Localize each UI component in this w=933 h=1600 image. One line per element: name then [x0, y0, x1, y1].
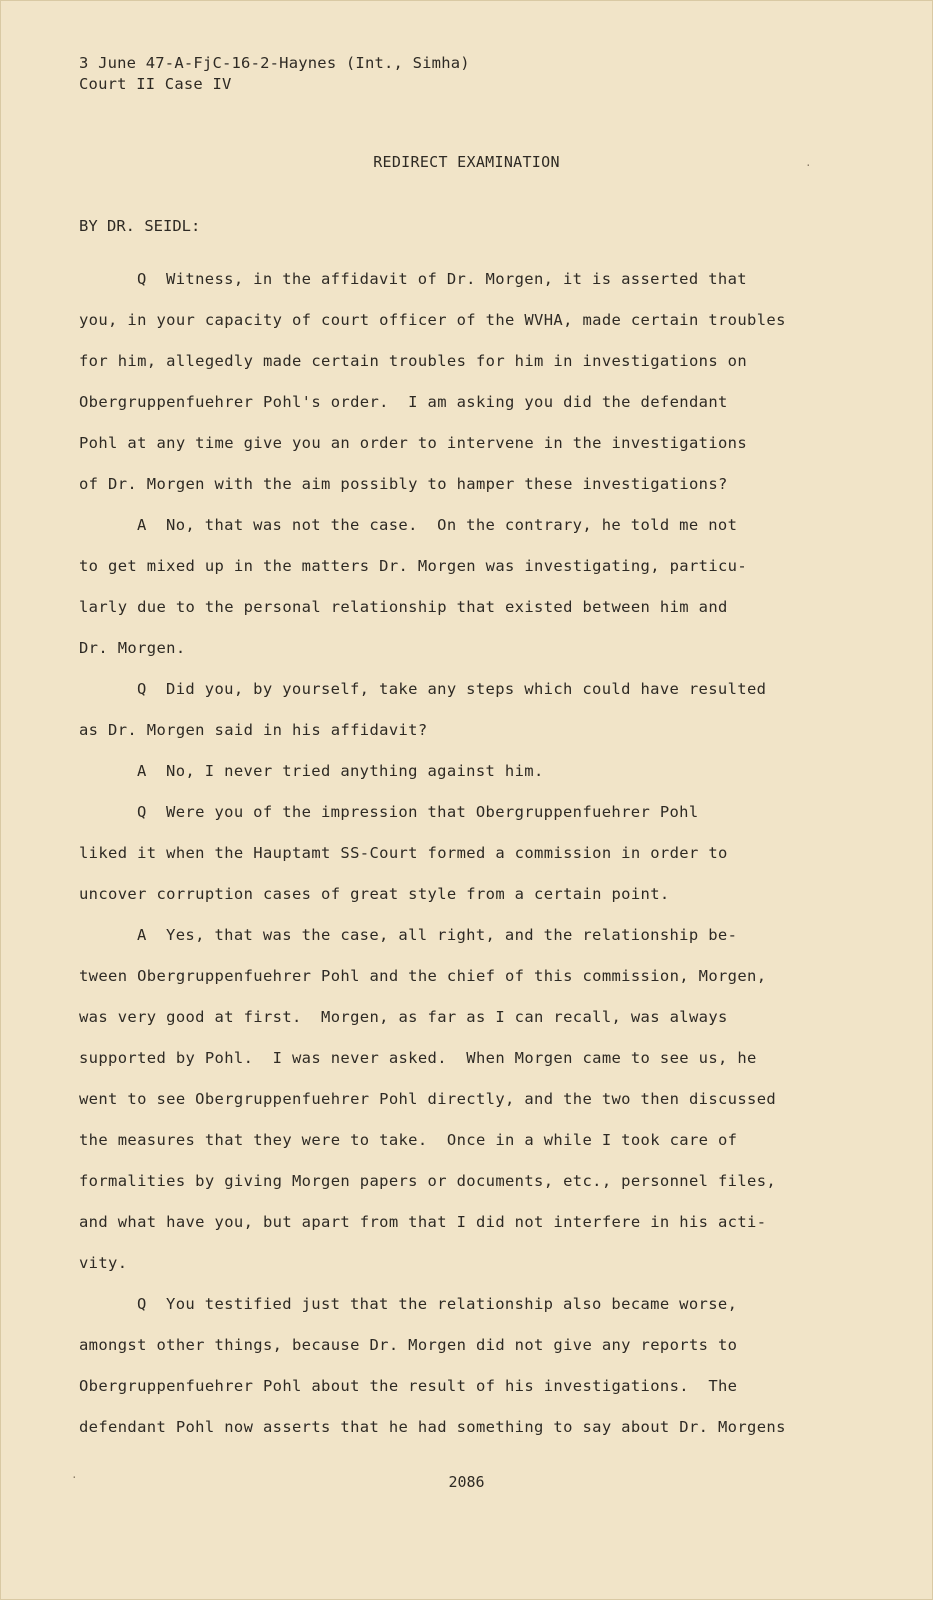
transcript-line: tween Obergruppenfuehrer Pohl and the chief of this commission, Morgen, [79, 967, 767, 985]
transcript-line: Q Were you of the impression that Obergruppenfuehrer Pohl [137, 803, 699, 821]
transcript-line: as Dr. Morgen said in his affidavit? [79, 721, 428, 739]
section-heading: REDIRECT EXAMINATION [373, 153, 560, 171]
transcript-line: the measures that they were to take. Once in a while I took care of [79, 1131, 738, 1149]
transcript-line: to get mixed up in the matters Dr. Morgen was investigating, particu- [79, 557, 748, 575]
page-number: 2086 [448, 1473, 485, 1491]
transcript-line: and what have you, but apart from that I did not interfere in his acti- [79, 1213, 767, 1231]
transcript-line: Obergruppenfuehrer Pohl about the result of his investigations. The [79, 1377, 738, 1395]
ink-speck: · [805, 159, 812, 172]
transcript-line: of Dr. Morgen with the aim possibly to hamper these investigations? [79, 475, 728, 493]
transcript-line: vity. [79, 1254, 128, 1272]
header-line-date-reporter: 3 June 47-A-FjC-16-2-Haynes (Int., Simha) [79, 54, 470, 72]
transcript-line: A No, that was not the case. On the contrary, he told me not [137, 516, 738, 534]
transcript-line: Q Did you, by yourself, take any steps which could have resulted [137, 680, 767, 698]
transcript-line: Obergruppenfuehrer Pohl's order. I am asking you did the defendant [79, 393, 728, 411]
transcript-line: A No, I never tried anything against him. [137, 762, 544, 780]
transcript-line: Dr. Morgen. [79, 639, 186, 657]
transcript-line: for him, allegedly made certain troubles for him in investigations on [79, 352, 748, 370]
transcript-line: Q Witness, in the affidavit of Dr. Morgen, it is asserted that [137, 270, 747, 288]
transcript-line: was very good at first. Morgen, as far as I can recall, was always [79, 1008, 728, 1026]
transcript-line: A Yes, that was the case, all right, and the relationship be- [137, 926, 738, 944]
transcript-line: amongst other things, because Dr. Morgen did not give any reports to [79, 1336, 738, 1354]
header-line-court-case: Court II Case IV [79, 75, 232, 93]
transcript-line: you, in your capacity of court officer of the WVHA, made certain troubles [79, 311, 786, 329]
transcript-line: formalities by giving Morgen papers or documents, etc., personnel files, [79, 1172, 777, 1190]
transcript-line: Q You testified just that the relationship also became worse, [137, 1295, 738, 1313]
transcript-line: defendant Pohl now asserts that he had something to say about Dr. Morgens [79, 1418, 786, 1436]
transcript-line: Pohl at any time give you an order to intervene in the investigations [79, 434, 748, 452]
transcript-line: larly due to the personal relationship that existed between him and [79, 598, 728, 616]
document-header [79, 53, 470, 95]
transcript-line: supported by Pohl. I was never asked. When Morgen came to see us, he [79, 1049, 757, 1067]
ink-speck: · [71, 1471, 78, 1484]
examiner-byline: BY DR. SEIDL: [79, 217, 201, 235]
transcript-body [79, 259, 839, 1448]
transcript-line: liked it when the Hauptamt SS-Court formed a commission in order to [79, 844, 728, 862]
transcript-line: uncover corruption cases of great style from a certain point. [79, 885, 670, 903]
transcript-line: went to see Obergruppenfuehrer Pohl directly, and the two then discussed [79, 1090, 777, 1108]
